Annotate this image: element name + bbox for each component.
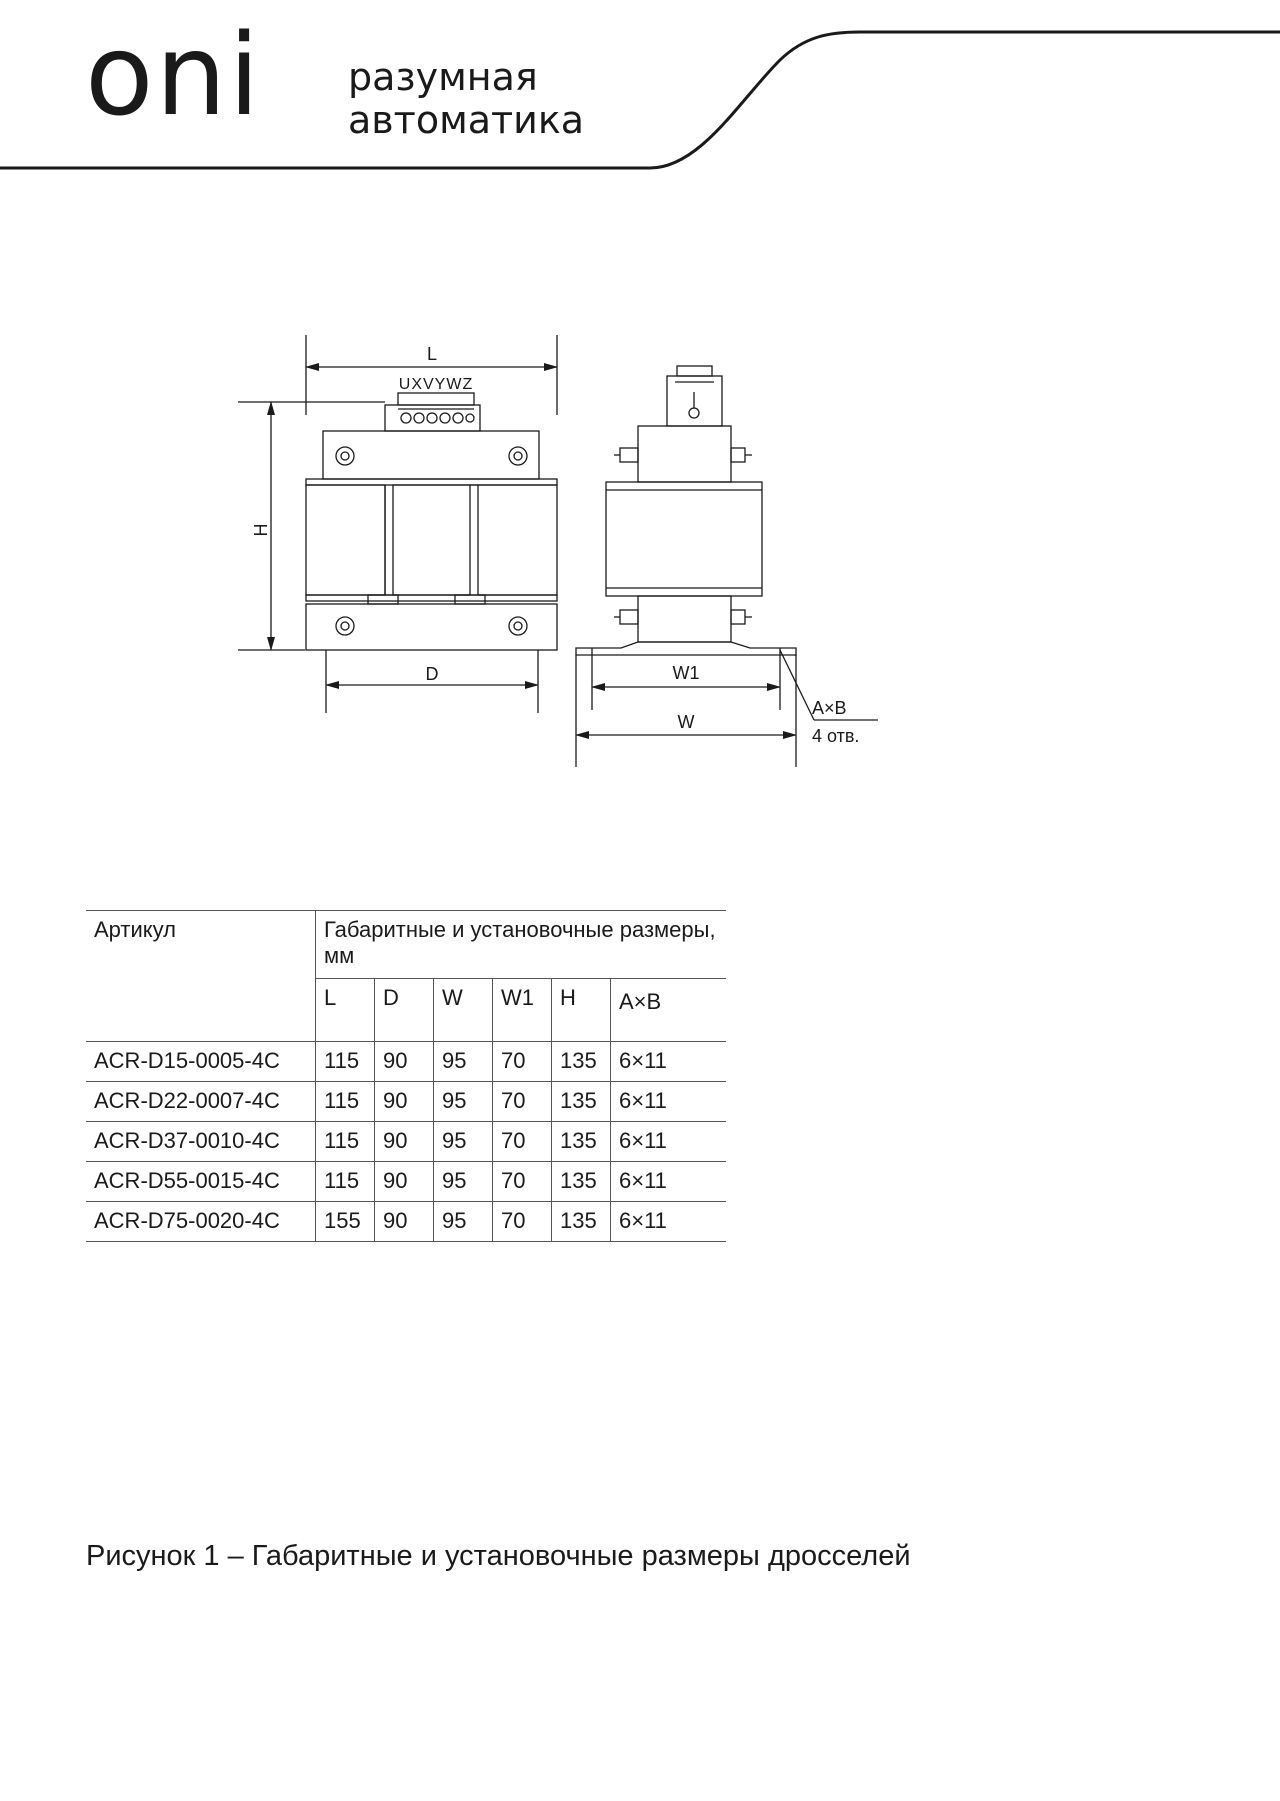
cell-article: ACR-D15-0005-4C <box>86 1042 316 1082</box>
logo-tagline <box>348 56 584 142</box>
cell-H: 135 <box>552 1122 611 1162</box>
cell-W: 95 <box>434 1082 493 1122</box>
terminal-screws <box>401 413 474 423</box>
tagline-line-1: разумная <box>348 55 538 99</box>
header-article: Артикул <box>86 911 316 1042</box>
cell-AB: 6×11 <box>611 1042 727 1082</box>
cell-D: 90 <box>375 1082 434 1122</box>
cell-L: 115 <box>316 1162 375 1202</box>
cell-D: 90 <box>375 1122 434 1162</box>
cell-W1: 70 <box>493 1162 552 1202</box>
cell-W: 95 <box>434 1042 493 1082</box>
cell-L: 115 <box>316 1122 375 1162</box>
cell-W: 95 <box>434 1162 493 1202</box>
col-header-W: W <box>434 978 493 1042</box>
page-header <box>0 0 1280 175</box>
cell-article: ACR-D75-0020-4C <box>86 1202 316 1242</box>
label-hole-count: 4 отв. <box>812 726 860 746</box>
cell-D: 90 <box>375 1162 434 1202</box>
cell-H: 135 <box>552 1042 611 1082</box>
col-header-D: D <box>375 978 434 1042</box>
cell-AB: 6×11 <box>611 1082 727 1122</box>
cell-H: 135 <box>552 1082 611 1122</box>
dimensions-table <box>86 910 726 1242</box>
col-header-W1: W1 <box>493 978 552 1042</box>
dimension-drawing <box>0 320 1280 790</box>
label-terminals: UXVYWZ <box>398 376 474 393</box>
col-header-H: H <box>552 978 611 1042</box>
label-hole-size: A×B <box>812 698 847 718</box>
cell-W1: 70 <box>493 1202 552 1242</box>
cell-article: ACR-D22-0007-4C <box>86 1082 316 1122</box>
cell-W1: 70 <box>493 1122 552 1162</box>
cell-W1: 70 <box>493 1042 552 1082</box>
front-view <box>238 335 557 713</box>
figure-caption: Рисунок 1 – Габаритные и установочные размеры дросселей <box>86 1540 911 1572</box>
cell-H: 135 <box>552 1162 611 1202</box>
cell-article: ACR-D37-0010-4C <box>86 1122 316 1162</box>
tagline-line-2: автоматика <box>348 98 585 142</box>
header-dimensions: Габаритные и установочные размеры, мм <box>316 911 727 979</box>
cell-L: 115 <box>316 1082 375 1122</box>
cell-L: 115 <box>316 1042 375 1082</box>
cell-W1: 70 <box>493 1082 552 1122</box>
cell-AB: 6×11 <box>611 1122 727 1162</box>
label-H: H <box>250 523 271 537</box>
cell-L: 155 <box>316 1202 375 1242</box>
label-W1: W1 <box>672 663 700 683</box>
table-row <box>86 1162 726 1202</box>
cell-D: 90 <box>375 1042 434 1082</box>
cell-W: 95 <box>434 1122 493 1162</box>
cell-AB: 6×11 <box>611 1162 727 1202</box>
label-W: W <box>677 712 695 732</box>
table-row <box>86 1082 726 1122</box>
oni-logo: oni <box>85 11 262 141</box>
col-header-AB: A×B <box>611 978 727 1042</box>
table-row <box>86 1122 726 1162</box>
cell-AB: 6×11 <box>611 1202 727 1242</box>
table-row <box>86 1042 726 1082</box>
table-row <box>86 1202 726 1242</box>
cell-D: 90 <box>375 1202 434 1242</box>
col-header-L: L <box>316 978 375 1042</box>
cell-article: ACR-D55-0015-4C <box>86 1162 316 1202</box>
cell-W: 95 <box>434 1202 493 1242</box>
label-L: L <box>426 344 438 364</box>
cell-H: 135 <box>552 1202 611 1242</box>
table-header-row <box>86 911 726 979</box>
label-D: D <box>425 664 439 684</box>
